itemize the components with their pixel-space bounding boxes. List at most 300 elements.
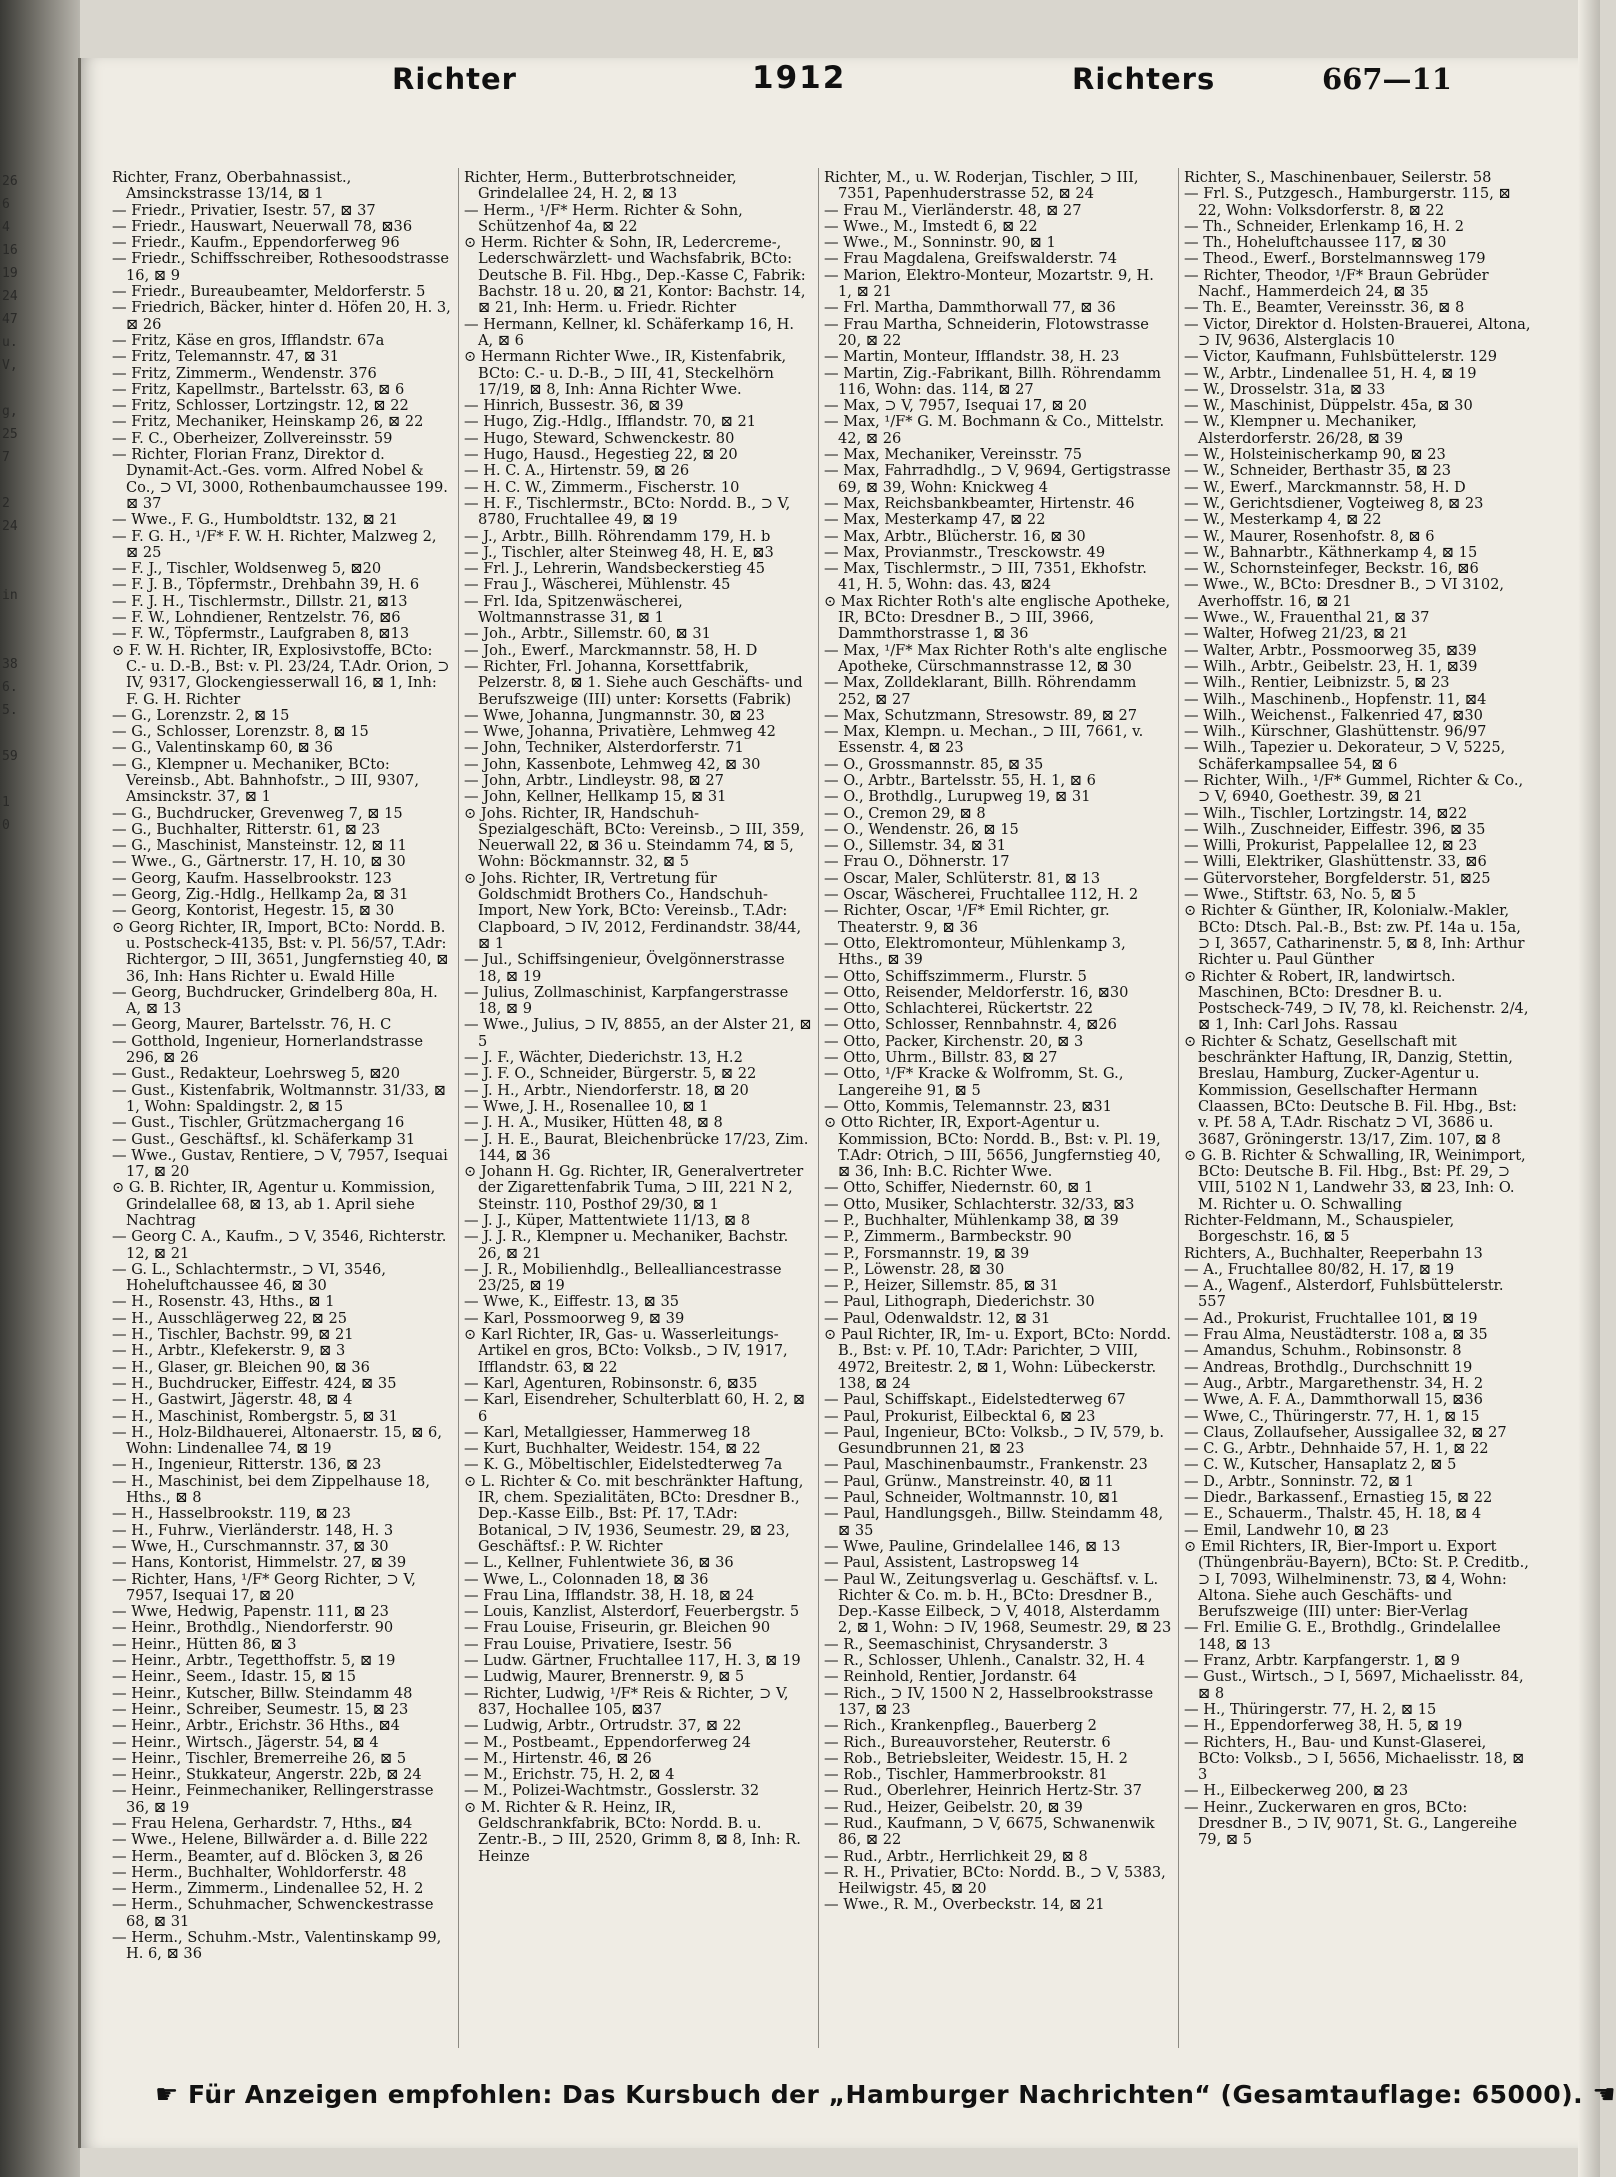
directory-entry: — Paul, Schneider, Woltmannstr. 10, ⊠1 bbox=[824, 1489, 1120, 1507]
directory-entry: — Heinr., Kutscher, Billw. Steindamm 48 bbox=[112, 1684, 413, 1702]
margin-mark: u. bbox=[2, 335, 18, 350]
directory-entry: — Joh., Arbtr., Sillemstr. 60, ⊠ 31 bbox=[464, 625, 711, 643]
margin-mark bbox=[2, 860, 20, 883]
directory-entry: — Wilh., Arbtr., Geibelstr. 23, H. 1, ⊠39 bbox=[1184, 657, 1478, 675]
directory-entry: — Gust., Kistenfabrik, Woltmannstr. 31/33, ⊠ 1, Wohn: Spaldingstr. 2, ⊠ 15 bbox=[112, 1081, 446, 1115]
directory-entry: — Marion, Elektro-Monteur, Mozartstr. 9, H. 1, ⊠ 21 bbox=[824, 266, 1154, 301]
page-header bbox=[72, 62, 1472, 112]
directory-entry: — Heinr., Arbtr., Erichstr. 36 Hths., ⊠4 bbox=[112, 1717, 400, 1735]
directory-entry: — W., Holsteinischerkamp 90, ⊠ 23 bbox=[1184, 446, 1446, 464]
directory-entry: ⊙ M. Richter & R. Heinz, IR, Geldschrankfabrik, BCto: Nordd. B. u. Zentr.-B., ⊃ III, 2520, Grimm 8, ⊠ 8, Inh: R. Heinze bbox=[464, 1798, 801, 1865]
directory-entry: — Fritz, Kapellmstr., Bartelsstr. 63, ⊠ 6 bbox=[112, 380, 405, 398]
directory-entry: — Wwe., Helene, Billwärder a. d. Bille 222 bbox=[112, 1831, 429, 1849]
directory-entry: — Georg, Maurer, Bartelsstr. 76, H. C bbox=[112, 1016, 392, 1034]
directory-entry: — J. J. R., Klempner u. Mechaniker, Bachstr. 26, ⊠ 21 bbox=[464, 1228, 789, 1262]
margin-mark bbox=[2, 998, 20, 1021]
directory-entry: — Otto, Schiffer, Niedernstr. 60, ⊠ 1 bbox=[824, 1179, 1094, 1197]
directory-entry: — Th., Schneider, Erlenkamp 16, H. 2 bbox=[1184, 217, 1465, 235]
directory-entry: — H., Hasselbrookstr. 119, ⊠ 23 bbox=[112, 1505, 351, 1523]
directory-entry: — Paul, Assistent, Lastropsweg 14 bbox=[824, 1554, 1080, 1572]
directory-entry: — Paul, Ingenieur, BCto: Volksb., ⊃ IV, 579, b. Gesundbrunnen 21, ⊠ 23 bbox=[824, 1423, 1164, 1458]
directory-entry: — H., Maschinist, Rombergstr. 5, ⊠ 31 bbox=[112, 1407, 398, 1425]
column-divider bbox=[458, 168, 459, 2048]
directory-entry: — M., Erichstr. 75, H. 2, ⊠ 4 bbox=[464, 1766, 675, 1784]
directory-entry: — Frau Louise, Friseurin, gr. Bleichen 90 bbox=[464, 1619, 771, 1637]
directory-entry: — R., Schlosser, Uhlenh., Canalstr. 32, H. 4 bbox=[824, 1652, 1145, 1670]
directory-entry: — O., Cremon 29, ⊠ 8 bbox=[824, 804, 986, 822]
directory-entry: — Karl, Metallgiesser, Hammerweg 18 bbox=[464, 1423, 751, 1441]
directory-entry: ⊙ Johann H. Gg. Richter, IR, Generalvertreter der Zigarettenfabrik Tuma, ⊃ III, 221 N 2, Steinstr. 110, Posthof 29/30, ⊠ 1 bbox=[464, 1163, 804, 1213]
directory-entry: Richters, A., Buchhalter, Reeperbahn 13 bbox=[1184, 1244, 1483, 1262]
directory-entry: — Frau Martha, Schneiderin, Flotowstrasse 20, ⊠ 22 bbox=[824, 315, 1149, 349]
directory-entry: — W., Ewerf., Marckmannstr. 58, H. D bbox=[1184, 478, 1466, 496]
column-4 bbox=[1184, 170, 1532, 2060]
directory-entry: — Richter, Florian Franz, Direktor d. Dynamit-Act.-Ges. vorm. Alfred Nobel & Co., ⊃ VI, 3000, Rothenbaumchaussee 199. ⊠ 37 bbox=[112, 446, 448, 512]
directory-entry: — Rud., Arbtr., Herrlichkeit 29, ⊠ 8 bbox=[824, 1847, 1088, 1865]
directory-entry: — Martin, Zig.-Fabrikant, Billh. Röhrendamm 116, Wohn: das. 114, ⊠ 27 bbox=[824, 364, 1161, 398]
directory-entry: — Max, Mechaniker, Vereinsstr. 75 bbox=[824, 446, 1083, 464]
directory-entry: — J. H., Arbtr., Niendorferstr. 18, ⊠ 20 bbox=[464, 1081, 749, 1099]
directory-entry: — Max, Mesterkamp 47, ⊠ 22 bbox=[824, 511, 1046, 529]
directory-entry: — Jul., Schiffsingenieur, Övelgönnerstrasse 18, ⊠ 19 bbox=[464, 951, 785, 985]
directory-entry: — Rud., Kaufmann, ⊃ V, 6675, Schwanenwik 86, ⊠ 22 bbox=[824, 1814, 1155, 1849]
margin-mark: 47 bbox=[2, 312, 18, 327]
directory-entry: — Paul, Odenwaldstr. 12, ⊠ 31 bbox=[824, 1309, 1051, 1327]
directory-entry: — Franz, Arbtr. Karpfangerstr. 1, ⊠ 9 bbox=[1184, 1652, 1460, 1670]
directory-entry: — Th., Hoheluftchaussee 117, ⊠ 30 bbox=[1184, 234, 1447, 252]
margin-mark: 6 bbox=[2, 197, 10, 212]
directory-entry: — Frl. Martha, Dammthorwall 77, ⊠ 36 bbox=[824, 299, 1116, 317]
directory-entry: — O., Grossmannstr. 85, ⊠ 35 bbox=[824, 755, 1044, 773]
header-right-name: Richters bbox=[1072, 62, 1216, 96]
facing-page-edge-text bbox=[2, 170, 20, 1870]
directory-entry: — Georg, Zig.-Hdlg., Hellkamp 2a, ⊠ 31 bbox=[112, 886, 409, 904]
directory-entry: — Joh., Ewerf., Marckmannstr. 58, H. D bbox=[464, 641, 758, 659]
directory-entry: — Gust., Redakteur, Loehrsweg 5, ⊠20 bbox=[112, 1065, 401, 1083]
directory-entry: — Frau Lina, Ifflandstr. 38, H. 18, ⊠ 24 bbox=[464, 1586, 755, 1604]
directory-entry: — Martin, Monteur, Ifflandstr. 38, H. 23 bbox=[824, 348, 1120, 366]
directory-entry: — Hinrich, Bussestr. 36, ⊠ 39 bbox=[464, 397, 684, 415]
directory-entry: — Heinr., Schreiber, Seumestr. 15, ⊠ 23 bbox=[112, 1700, 409, 1718]
directory-entry: — Ludwig, Maurer, Brennerstr. 9, ⊠ 5 bbox=[464, 1668, 745, 1686]
directory-entry: — Otto, Uhrm., Billstr. 83, ⊠ 27 bbox=[824, 1049, 1058, 1067]
directory-entry: ⊙ F. W. H. Richter, IR, Explosivstoffe, BCto: C.- u. D.-B., Bst: v. Pl. 23/24, T.Adr. Orion, ⊃ IV, 9317, Glockengiesserwall 16, ⊠ 1, Inh: F. G. H. Richter bbox=[112, 641, 450, 708]
directory-entry: — Frl. Emilie G. E., Brothdlg., Grindelallee 148, ⊠ 13 bbox=[1184, 1619, 1501, 1653]
directory-entry: — G. L., Schlachtermstr., ⊃ VI, 3546, Hoheluftchaussee 46, ⊠ 30 bbox=[112, 1260, 386, 1295]
directory-entry: — Frau Louise, Privatiere, Isestr. 56 bbox=[464, 1635, 732, 1653]
directory-entry: — C. G., Arbtr., Dehnhaide 57, H. 1, ⊠ 22 bbox=[1184, 1440, 1489, 1458]
margin-mark bbox=[2, 837, 20, 860]
margin-mark: V, bbox=[2, 358, 18, 373]
directory-entry: — Hans, Kontorist, Himmelstr. 27, ⊠ 39 bbox=[112, 1554, 407, 1572]
directory-entry: — Richters, H., Bau- und Kunst-Glaserei, BCto: Volksb., ⊃ I, 5656, Michaelisstr. 18, ⊠ 3 bbox=[1184, 1733, 1525, 1784]
directory-entry: — Karl, Agenturen, Robinsonstr. 6, ⊠35 bbox=[464, 1374, 758, 1392]
directory-entry: — Max, Schutzmann, Stresowstr. 89, ⊠ 27 bbox=[824, 706, 1138, 724]
directory-entry: — Heinr., Tischler, Bremerreihe 26, ⊠ 5 bbox=[112, 1749, 407, 1767]
directory-entry: — Frl. Ida, Spitzenwäscherei, Woltmannstrasse 31, ⊠ 1 bbox=[464, 592, 683, 627]
directory-entry: — Gust., Wirtsch., ⊃ I, 5697, Michaelisstr. 84, ⊠ 8 bbox=[1184, 1668, 1524, 1702]
margin-mark: 1 bbox=[2, 795, 10, 810]
directory-entry: — Otto, Musiker, Schlachterstr. 32/33, ⊠3 bbox=[824, 1195, 1135, 1213]
directory-entry: — E., Schauerm., Thalstr. 45, H. 18, ⊠ 4 bbox=[1184, 1505, 1482, 1523]
directory-entry: — Paul, Grünw., Manstreinstr. 40, ⊠ 11 bbox=[824, 1472, 1114, 1490]
directory-entry: — Paul, Maschinenbaumstr., Frankenstr. 23 bbox=[824, 1456, 1148, 1474]
directory-entry: — Wwe, C., Thüringerstr. 77, H. 1, ⊠ 15 bbox=[1184, 1407, 1480, 1425]
header-page-number: 667—11 bbox=[1322, 62, 1452, 96]
directory-entry: — Wwe., Stiftstr. 63, No. 5, ⊠ 5 bbox=[1184, 886, 1417, 904]
directory-entry: — Richter, Hans, ¹/F* Georg Richter, ⊃ V, 7957, Isequai 17, ⊠ 20 bbox=[112, 1570, 416, 1604]
directory-entry: — G., Buchhalter, Ritterstr. 61, ⊠ 23 bbox=[112, 820, 381, 838]
margin-mark bbox=[2, 929, 20, 952]
directory-entry: Richter, M., u. W. Roderjan, Tischler, ⊃ III, 7351, Papenhuderstrasse 52, ⊠ 24 bbox=[824, 169, 1139, 203]
directory-entry: — P., Forsmannstr. 19, ⊠ 39 bbox=[824, 1244, 1030, 1262]
directory-entry: — Max, Tischlermstr., ⊃ III, 7351, Ekhofstr. 41, H. 5, Wohn: das. 43, ⊠24 bbox=[824, 560, 1147, 594]
margin-mark: 26 bbox=[2, 174, 18, 189]
directory-entry: — J. H. E., Baurat, Bleichenbrücke 17/23, Zim. 144, ⊠ 36 bbox=[464, 1130, 809, 1164]
directory-entry: — Herm., Schuhm.-Mstr., Valentinskamp 99, H. 6, ⊠ 36 bbox=[112, 1929, 442, 1963]
directory-entry: — Louis, Kanzlist, Alsterdorf, Feuerbergstr. 5 bbox=[464, 1603, 800, 1621]
directory-entry: — W., Klempner u. Mechaniker, Alsterdorferstr. 26/28, ⊠ 39 bbox=[1184, 413, 1417, 447]
directory-entry: ⊙ Emil Richters, IR, Bier-Import u. Export (Thüngenbräu-Bayern), BCto: St. P. Creditb., ⊃ I, 7093, Wilhelminenstr. 73, ⊠ 4, Wohn: Altona. Siehe auch Geschäfts- und Berufszweige (III) unter: Bier-Verlag bbox=[1184, 1537, 1529, 1621]
margin-mark bbox=[2, 722, 20, 745]
directory-entry: — Heinr., Seem., Idastr. 15, ⊠ 15 bbox=[112, 1668, 357, 1686]
directory-entry: — Wwe., Julius, ⊃ IV, 8855, an der Alster 21, ⊠ 5 bbox=[464, 1016, 812, 1050]
directory-entry: ⊙ Richter & Schatz, Gesellschaft mit beschränkter Haftung, IR, Danzig, Stettin, Breslau, Hamburg, Zucker-Agentur u. Kommission, Gesellschafter Hermann Claassen, BCto: Deutsche B. Fil. Hbg., Bst: v. Pf. 58 A, T.Adr. Rischatz ⊃ VI, 3686 u. 3687, Gröningerstr. 13/17, Zim. 107, ⊠ 8 bbox=[1184, 1032, 1517, 1148]
directory-entry: — H., Arbtr., Klefekerstr. 9, ⊠ 3 bbox=[112, 1342, 346, 1360]
directory-entry: — Willi, Prokurist, Pappelallee 12, ⊠ 23 bbox=[1184, 837, 1478, 855]
directory-entry: — Gütervorsteher, Borgfelderstr. 51, ⊠25 bbox=[1184, 869, 1491, 887]
directory-entry: — Wilh., Weichenst., Falkenried 47, ⊠30 bbox=[1184, 706, 1483, 724]
directory-entry: — Otto, ¹/F* Kracke & Wolfromm, St. G., Langereihe 91, ⊠ 5 bbox=[824, 1065, 1124, 1099]
directory-entry: — M., Polizei-Wachtmstr., Gosslerstr. 32 bbox=[464, 1782, 760, 1800]
directory-entry: — Georg, Kontorist, Hegestr. 15, ⊠ 30 bbox=[112, 902, 395, 920]
margin-mark bbox=[2, 630, 20, 653]
directory-entry: — Wilh., Kürschner, Glashüttenstr. 96/97 bbox=[1184, 723, 1487, 741]
margin-mark: 38 bbox=[2, 657, 18, 672]
directory-entry: — O., Brothdlg., Lurupweg 19, ⊠ 31 bbox=[824, 788, 1091, 806]
directory-entry: — Diedr., Barkassenf., Ernastieg 15, ⊠ 22 bbox=[1184, 1489, 1493, 1507]
directory-entry: — Richter, Ludwig, ¹/F* Reis & Richter, ⊃ V, 837, Hochallee 105, ⊠37 bbox=[464, 1684, 789, 1718]
footer-text: Für Anzeigen empfohlen: Das Kursbuch der „Hamburger Nachrichten“ (Gesamtauflage: 65000). bbox=[188, 2080, 1584, 2109]
directory-entry: — Georg C. A., Kaufm., ⊃ V, 3546, Richterstr. 12, ⊠ 21 bbox=[112, 1228, 447, 1262]
directory-entry: — F. C., Oberheizer, Zollvereinsstr. 59 bbox=[112, 429, 393, 447]
directory-entry: — Heinr., Stukkateur, Angerstr. 22b, ⊠ 24 bbox=[112, 1766, 422, 1784]
directory-entry: Richter, Herm., Butterbrotschneider, Grindelallee 24, H. 2, ⊠ 13 bbox=[464, 169, 737, 203]
directory-entry: — Hugo, Hausd., Hegestieg 22, ⊠ 20 bbox=[464, 446, 738, 464]
directory-entry: — Wwe, J. H., Rosenallee 10, ⊠ 1 bbox=[464, 1097, 709, 1115]
directory-entry: ⊙ G. B. Richter & Schwalling, IR, Weinimport, BCto: Deutsche B. Fil. Hbg., Bst: Pf. 29, ⊃ VIII, 5102 N 1, Landwehr 33, ⊠ 23, Inh: O. M. Richter u. O. Schwalling bbox=[1184, 1146, 1526, 1213]
margin-mark bbox=[2, 1021, 20, 1044]
directory-entry: — Friedr., Privatier, Isestr. 57, ⊠ 37 bbox=[112, 201, 376, 219]
margin-mark: g, bbox=[2, 404, 18, 419]
directory-entry: — F. W., Töpfermstr., Laufgraben 8, ⊠13 bbox=[112, 625, 410, 643]
directory-entry: — Wwe., R. M., Overbeckstr. 14, ⊠ 21 bbox=[824, 1896, 1105, 1914]
directory-entry: — H., Eilbeckerweg 200, ⊠ 23 bbox=[1184, 1782, 1409, 1800]
directory-entry: — M., Postbeamt., Eppendorferweg 24 bbox=[464, 1733, 751, 1751]
directory-entry: — J. R., Mobilienhdlg., Bellealliancestrasse 23/25, ⊠ 19 bbox=[464, 1260, 782, 1295]
directory-entry: — Walter, Arbtr., Possmoorweg 35, ⊠39 bbox=[1184, 641, 1477, 659]
directory-entry: — Aug., Arbtr., Margarethenstr. 34, H. 2 bbox=[1184, 1374, 1484, 1392]
header-left-name: Richter bbox=[392, 62, 517, 96]
directory-entry: — Gust., Tischler, Grützmachergang 16 bbox=[112, 1114, 405, 1132]
directory-entry: — Max, ¹/F* G. M. Bochmann & Co., Mittelstr. 42, ⊠ 26 bbox=[824, 413, 1165, 447]
directory-entry: — J., Tischler, alter Steinweg 48, H. E, ⊠3 bbox=[464, 543, 774, 561]
directory-entry: — Max, Arbtr., Blücherstr. 16, ⊠ 30 bbox=[824, 527, 1086, 545]
directory-entry: — John, Techniker, Alsterdorferstr. 71 bbox=[464, 739, 744, 757]
directory-entry: — Wilh., Zuschneider, Eiffestr. 396, ⊠ 35 bbox=[1184, 820, 1486, 838]
directory-entry: — Fritz, Zimmerm., Wendenstr. 376 bbox=[112, 364, 377, 382]
directory-entry: — Wwe, A. F. A., Dammthorwall 15, ⊠36 bbox=[1184, 1391, 1483, 1409]
directory-entry: — R. H., Privatier, BCto: Nordd. B., ⊃ V, 5383, Heilwigstr. 45, ⊠ 20 bbox=[824, 1863, 1166, 1898]
directory-entry: — Th. E., Beamter, Vereinsstr. 36, ⊠ 8 bbox=[1184, 299, 1465, 317]
directory-entry: — H., Ausschlägerweg 22, ⊠ 25 bbox=[112, 1309, 348, 1327]
directory-entry: — W., Schneider, Berthastr 35, ⊠ 23 bbox=[1184, 462, 1452, 480]
column-divider bbox=[1178, 168, 1179, 2048]
directory-entry: — Heinr., Brothdlg., Niendorferstr. 90 bbox=[112, 1619, 394, 1637]
directory-entry: — H. C. W., Zimmerm., Fischerstr. 10 bbox=[464, 478, 740, 496]
directory-entry: — Paul, Schiffskapt., Eidelstedterweg 67 bbox=[824, 1391, 1126, 1409]
margin-mark bbox=[2, 883, 20, 906]
directory-entry: — Claus, Zollaufseher, Aussigallee 32, ⊠ 27 bbox=[1184, 1423, 1507, 1441]
directory-entry: — Andreas, Brothdlg., Durchschnitt 19 bbox=[1184, 1358, 1473, 1376]
directory-entry: — Reinhold, Rentier, Jordanstr. 64 bbox=[824, 1668, 1077, 1686]
directory-entry: — H., Buchdrucker, Eiffestr. 424, ⊠ 35 bbox=[112, 1374, 397, 1392]
directory-entry: — Karl, Eisendreher, Schulterblatt 60, H. 2, ⊠ 6 bbox=[464, 1391, 806, 1425]
directory-entry: — Otto, Schlachterei, Rückertstr. 22 bbox=[824, 1000, 1094, 1018]
directory-entry: — Hugo, Zig.-Hdlg., Ifflandstr. 70, ⊠ 21 bbox=[464, 413, 757, 431]
directory-entry: — Otto, Schlosser, Rennbahnstr. 4, ⊠26 bbox=[824, 1016, 1117, 1034]
margin-mark bbox=[2, 607, 20, 630]
header-year: 1912 bbox=[752, 60, 847, 96]
directory-entry: — G., Lorenzstr. 2, ⊠ 15 bbox=[112, 706, 290, 724]
directory-entry: — Oscar, Maler, Schlüterstr. 81, ⊠ 13 bbox=[824, 869, 1101, 887]
directory-entry: — Herm., Schuhmacher, Schwenckestrasse 68, ⊠ 31 bbox=[112, 1896, 434, 1930]
directory-entry: — J., Arbtr., Billh. Röhrendamm 179, H. b bbox=[464, 527, 771, 545]
directory-entry: — Max, ¹/F* Max Richter Roth's alte englische Apotheke, Cürschmannstrasse 12, ⊠ 30 bbox=[824, 641, 1168, 675]
directory-entry: — H., Fuhrw., Vierländerstr. 148, H. 3 bbox=[112, 1521, 394, 1539]
directory-entry: — Friedrich, Bäcker, hinter d. Höfen 20, H. 3, ⊠ 26 bbox=[112, 299, 451, 333]
directory-entry: — H., Ingenieur, Ritterstr. 136, ⊠ 23 bbox=[112, 1456, 382, 1474]
margin-mark: 25 bbox=[2, 427, 18, 442]
directory-entry: — Otto, Elektromonteur, Mühlenkamp 3, Hths., ⊠ 39 bbox=[824, 934, 1126, 969]
directory-entry: — Gust., Geschäftsf., kl. Schäferkamp 31 bbox=[112, 1130, 416, 1148]
directory-entry: — Wwe, K., Eiffestr. 13, ⊠ 35 bbox=[464, 1293, 680, 1311]
directory-entry: — Rud., Heizer, Geibelstr. 20, ⊠ 39 bbox=[824, 1798, 1083, 1816]
directory-entry: — Hermann, Kellner, kl. Schäferkamp 16, H. A, ⊠ 6 bbox=[464, 315, 795, 349]
margin-mark: 19 bbox=[2, 266, 18, 281]
directory-entry: ⊙ Otto Richter, IR, Export-Agentur u. Kommission, BCto: Nordd. B., Bst: v. Pl. 19, T.Adr: Otrich, ⊃ III, 5656, Jungfernstieg 40, ⊠ 36, Inh: B.C. Richter Wwe. bbox=[824, 1114, 1162, 1181]
directory-entry: — H., Glaser, gr. Bleichen 90, ⊠ 36 bbox=[112, 1358, 370, 1376]
directory-entry: — Wwe., G., Gärtnerstr. 17, H. 10, ⊠ 30 bbox=[112, 853, 406, 871]
directory-entry: — Paul, Handlungsgeh., Billw. Steindamm 48, ⊠ 35 bbox=[824, 1505, 1164, 1539]
directory-entry: — Herm., Zimmerm., Lindenallee 52, H. 2 bbox=[112, 1880, 424, 1898]
directory-entry: — Fritz, Telemannstr. 47, ⊠ 31 bbox=[112, 348, 340, 366]
directory-entry: — H., Rosenstr. 43, Hths., ⊠ 1 bbox=[112, 1293, 335, 1311]
margin-mark bbox=[2, 377, 20, 400]
margin-mark bbox=[2, 469, 20, 492]
directory-entry: — Wilh., Tischler, Lortzingstr. 14, ⊠22 bbox=[1184, 804, 1468, 822]
directory-entry: — Frau Magdalena, Greifswalderstr. 74 bbox=[824, 250, 1118, 268]
directory-entry: Richter-Feldmann, M., Schauspieler, Borgeschstr. 16, ⊠ 5 bbox=[1184, 1212, 1455, 1246]
margin-mark: 16 bbox=[2, 243, 18, 258]
directory-entry: — Fritz, Käse en gros, Ifflandstr. 67a bbox=[112, 331, 385, 349]
directory-entry: — Walter, Hofweg 21/23, ⊠ 21 bbox=[1184, 625, 1409, 643]
directory-entry: — G., Klempner u. Mechaniker, BCto: Vereinsb., Abt. Bahnhofstr., ⊃ III, 9307, Amsinckstr. 37, ⊠ 1 bbox=[112, 755, 419, 806]
directory-entry: ⊙ Paul Richter, IR, Im- u. Export, BCto: Nordd. B., Bst: v. Pf. 10, T.Adr: Parichter, ⊃ VIII, 4972, Breitestr. 2, ⊠ 1, Wohn: Lübeckerstr. 138, ⊠ 24 bbox=[824, 1326, 1172, 1392]
directory-entry: — Heinr., Hütten 86, ⊠ 3 bbox=[112, 1635, 297, 1653]
directory-entry: — O., Arbtr., Bartelsstr. 55, H. 1, ⊠ 6 bbox=[824, 771, 1096, 789]
directory-entry: ⊙ Hermann Richter Wwe., IR, Kistenfabrik, BCto: C.- u. D.-B., ⊃ III, 41, Steckelhörn 17/19, ⊠ 8, Inh: Anna Richter Wwe. bbox=[464, 348, 787, 398]
margin-mark: 0 bbox=[2, 818, 10, 833]
directory-entry: — Kurt, Buchhalter, Weidestr. 154, ⊠ 22 bbox=[464, 1440, 761, 1458]
directory-entry: — John, Kellner, Hellkamp 15, ⊠ 31 bbox=[464, 788, 727, 806]
directory-entry: — Fritz, Schlosser, Lortzingstr. 12, ⊠ 22 bbox=[112, 397, 409, 415]
directory-entry: — John, Arbtr., Lindleystr. 98, ⊠ 27 bbox=[464, 771, 724, 789]
directory-entry: — Max, Zolldeklarant, Billh. Röhrendamm 252, ⊠ 27 bbox=[824, 674, 1137, 708]
directory-entry: — Julius, Zollmaschinist, Karpfangerstrasse 18, ⊠ 9 bbox=[464, 983, 789, 1018]
directory-entry: — Wwe, L., Colonnaden 18, ⊠ 36 bbox=[464, 1570, 709, 1588]
directory-entry: — Rob., Betriebsleiter, Weidestr. 15, H. 2 bbox=[824, 1749, 1128, 1767]
directory-entry: — Wwe., W., Frauenthal 21, ⊠ 37 bbox=[1184, 609, 1430, 627]
column-divider bbox=[818, 168, 819, 2048]
directory-entry: — Heinr., Wirtsch., Jägerstr. 54, ⊠ 4 bbox=[112, 1733, 379, 1751]
directory-entry: — Richter, Theodor, ¹/F* Braun Gebrüder Nachf., Hammerdeich 24, ⊠ 35 bbox=[1184, 266, 1489, 301]
directory-entry: — Georg, Kaufm. Hasselbrookstr. 123 bbox=[112, 869, 392, 887]
directory-entry: — K. G., Möbeltischler, Eidelstedterweg 7a bbox=[464, 1456, 783, 1474]
directory-entry: ⊙ Herm. Richter & Sohn, IR, Ledercreme-, Lederschwärzlett- und Wachsfabrik, BCto: Deutsche B. Fil. Hbg., Dep.-Kasse C, Fabrik: Bachstr. 18 u. 20, ⊠ 21, Kontor: Bachstr. 14, ⊠ 21, Inh: Herm. u. Friedr. Richter bbox=[464, 234, 806, 317]
directory-entry: — Karl, Possmoorweg 9, ⊠ 39 bbox=[464, 1309, 685, 1327]
margin-mark: in bbox=[2, 588, 18, 603]
margin-mark bbox=[2, 975, 20, 998]
directory-entry: — Victor, Kaufmann, Fuhlsbüttelerstr. 129 bbox=[1184, 348, 1498, 366]
directory-entry: — Herm., Beamter, auf d. Blöcken 3, ⊠ 26 bbox=[112, 1847, 424, 1865]
margin-mark: 6. bbox=[2, 680, 18, 695]
directory-entry: — Friedr., Kaufm., Eppendorferweg 96 bbox=[112, 234, 400, 252]
directory-entry: — F. J. H., Tischlermstr., Dillstr. 21, ⊠13 bbox=[112, 592, 408, 610]
directory-entry: — H., Eppendorferweg 38, H. 5, ⊠ 19 bbox=[1184, 1717, 1463, 1735]
directory-entry: — Hugo, Steward, Schwenckestr. 80 bbox=[464, 429, 735, 447]
directory-entry: — A., Fruchtallee 80/82, H. 17, ⊠ 19 bbox=[1184, 1260, 1455, 1278]
directory-entry: — H., Tischler, Bachstr. 99, ⊠ 21 bbox=[112, 1326, 354, 1344]
margin-mark: 2 bbox=[2, 496, 10, 511]
directory-entry: — Rich., Krankenpfleg., Bauerberg 2 bbox=[824, 1717, 1097, 1735]
directory-entry: — P., Zimmerm., Barmbeckstr. 90 bbox=[824, 1228, 1072, 1246]
margin-mark: 5. bbox=[2, 703, 18, 718]
directory-entry: — Wwe, H., Curschmannstr. 37, ⊠ 30 bbox=[112, 1537, 389, 1555]
directory-entry: — P., Löwenstr. 28, ⊠ 30 bbox=[824, 1260, 1005, 1278]
directory-entry: — W., Maurer, Rosenhofstr. 8, ⊠ 6 bbox=[1184, 527, 1435, 545]
directory-entry: — W., Drosselstr. 31a, ⊠ 33 bbox=[1184, 380, 1386, 398]
directory-entry: — Amandus, Schuhm., Robinsonstr. 8 bbox=[1184, 1342, 1462, 1360]
directory-entry: — O., Sillemstr. 34, ⊠ 31 bbox=[824, 837, 1007, 855]
margin-mark bbox=[2, 906, 20, 929]
directory-entry: — H., Gastwirt, Jägerstr. 48, ⊠ 4 bbox=[112, 1391, 353, 1409]
directory-entry: — Rich., Bureauvorsteher, Reuterstr. 6 bbox=[824, 1733, 1111, 1751]
directory-entry: — J. F. O., Schneider, Bürgerstr. 5, ⊠ 22 bbox=[464, 1065, 757, 1083]
directory-entry: — Paul, Lithograph, Diederichstr. 30 bbox=[824, 1293, 1095, 1311]
column-1 bbox=[112, 170, 452, 2060]
margin-mark bbox=[2, 538, 20, 561]
directory-entry: ⊙ Johs. Richter, IR, Handschuh-Spezialgeschäft, BCto: Vereinsb., ⊃ III, 359, Neuerwall 22, ⊠ 36 u. Steindamm 74, ⊠ 5, Wohn: Böckmannstr. 32, ⊠ 5 bbox=[464, 804, 805, 871]
column-3 bbox=[824, 170, 1172, 2060]
directory-entry: — Wwe., W., BCto: Dresdner B., ⊃ VI 3102, Averhoffstr. 16, ⊠ 21 bbox=[1184, 576, 1505, 610]
column-2 bbox=[464, 170, 812, 2060]
directory-entry: — G., Maschinist, Mansteinstr. 12, ⊠ 11 bbox=[112, 837, 407, 855]
directory-entry: — Willi, Elektriker, Glashüttenstr. 33, ⊠6 bbox=[1184, 853, 1487, 871]
directory-entry: — Otto, Packer, Kirchenstr. 20, ⊠ 3 bbox=[824, 1032, 1084, 1050]
directory-entry: — Wwe., M., Imstedt 6, ⊠ 22 bbox=[824, 217, 1038, 235]
directory-entry: — F. G. H., ¹/F* F. W. H. Richter, Malzweg 2, ⊠ 25 bbox=[112, 527, 437, 561]
directory-entry: — Friedr., Bureaubeamter, Meldorferstr. 5 bbox=[112, 283, 426, 301]
directory-entry: Richter, S., Maschinenbauer, Seilerstr. 58 bbox=[1184, 169, 1492, 186]
directory-entry: — Max, ⊃ V, 7957, Isequai 17, ⊠ 20 bbox=[824, 397, 1087, 415]
directory-entry: ⊙ Johs. Richter, IR, Vertretung für Goldschmidt Brothers Co., Handschuh-Import, New York, BCto: Vereinsb., T.Adr: Clapboard, ⊃ IV, 2012, Ferdinandstr. 38/44, ⊠ 1 bbox=[464, 869, 802, 952]
directory-entry: — H. F., Tischlermstr., BCto: Nordd. B., ⊃ V, 8780, Fruchtallee 49, ⊠ 19 bbox=[464, 494, 791, 529]
directory-entry: — John, Kassenbote, Lehmweg 42, ⊠ 30 bbox=[464, 755, 761, 773]
directory-entry: — Victor, Direktor d. Holsten-Brauerei, Altona, ⊃ IV, 9636, Alsterglacis 10 bbox=[1184, 315, 1531, 349]
directory-entry: — Rud., Oberlehrer, Heinrich Hertz-Str. 37 bbox=[824, 1782, 1142, 1800]
directory-entry: — Wwe, Johanna, Jungmannstr. 30, ⊠ 23 bbox=[464, 706, 765, 724]
directory-entry: — Max, Fahrradhdlg., ⊃ V, 9694, Gertigstrasse 69, ⊠ 39, Wohn: Knickweg 4 bbox=[824, 462, 1171, 496]
directory-entry: — Ludw. Gärtner, Fruchtallee 117, H. 3, ⊠ 19 bbox=[464, 1652, 801, 1670]
directory-entry: — Heinr., Zuckerwaren en gros, BCto: Dresdner B., ⊃ IV, 9071, St. G., Langereihe 79, ⊠ 5 bbox=[1184, 1798, 1518, 1849]
directory-entry: — H., Thüringerstr. 77, H. 2, ⊠ 15 bbox=[1184, 1700, 1437, 1718]
directory-entry: — Theod., Ewerf., Borstelmannsweg 179 bbox=[1184, 250, 1486, 268]
directory-entry: — J. J., Küper, Mattentwiete 11/13, ⊠ 8 bbox=[464, 1212, 751, 1229]
directory-entry: — Wwe, Pauline, Grindelallee 146, ⊠ 13 bbox=[824, 1537, 1121, 1555]
directory-entry: — L., Kellner, Fuhlentwiete 36, ⊠ 36 bbox=[464, 1554, 734, 1572]
directory-entry: — J. F., Wächter, Diederichstr. 13, H.2 bbox=[464, 1049, 743, 1067]
directory-columns bbox=[112, 170, 1532, 2060]
directory-entry: — Wwe., F. G., Humboldtstr. 132, ⊠ 21 bbox=[112, 511, 399, 529]
directory-entry: — Wwe, Johanna, Privatière, Lehmweg 42 bbox=[464, 723, 776, 741]
directory-entry: — Wilh., Maschinenb., Hopfenstr. 11, ⊠4 bbox=[1184, 690, 1487, 708]
directory-entry: — W., Mesterkamp 4, ⊠ 22 bbox=[1184, 511, 1382, 529]
margin-mark bbox=[2, 768, 20, 791]
directory-entry: — G., Valentinskamp 60, ⊠ 36 bbox=[112, 739, 333, 757]
directory-entry: — Ludwig, Arbtr., Ortrudstr. 37, ⊠ 22 bbox=[464, 1717, 742, 1735]
directory-entry: — Wwe., Gustav, Rentiere, ⊃ V, 7957, Isequai 17, ⊠ 20 bbox=[112, 1146, 448, 1181]
directory-entry: — Otto, Schiffszimmerm., Flurstr. 5 bbox=[824, 967, 1087, 985]
directory-entry: Richter, Franz, Oberbahnassist., Amsinckstrasse 13/14, ⊠ 1 bbox=[112, 169, 352, 203]
directory-entry: — Heinr., Feinmechaniker, Rellingerstrasse 36, ⊠ 19 bbox=[112, 1782, 434, 1816]
directory-entry: — R., Seemaschinist, Chrysanderstr. 3 bbox=[824, 1635, 1108, 1653]
directory-entry: — Rob., Tischler, Hammerbrookstr. 81 bbox=[824, 1766, 1108, 1784]
directory-entry: — O., Wendenstr. 26, ⊠ 15 bbox=[824, 820, 1019, 838]
directory-entry: ⊙ L. Richter & Co. mit beschränkter Haftung, IR, chem. Spezialitäten, BCto: Dresdner B., Dep.-Kasse Eilb., Bst: Pf. 17, T.Adr: Botanical, ⊃ IV, 1936, Seumestr. 29, ⊠ 23, Geschäftsf.: P. W. Richter bbox=[464, 1472, 804, 1555]
directory-entry: — Wilh., Tapezier u. Dekorateur, ⊃ V, 5225, Schäferkampsallee 54, ⊠ 6 bbox=[1184, 739, 1506, 773]
page-edge bbox=[1578, 0, 1600, 2177]
margin-mark bbox=[2, 952, 20, 975]
directory-entry: — Herm., Buchhalter, Wohldorferstr. 48 bbox=[112, 1863, 407, 1881]
directory-entry: — Frau Alma, Neustädterstr. 108 a, ⊠ 35 bbox=[1184, 1326, 1488, 1344]
directory-entry: — Frl. S., Putzgesch., Hamburgerstr. 115, ⊠ 22, Wohn: Volksdorferstr. 8, ⊠ 22 bbox=[1184, 185, 1511, 219]
margin-mark bbox=[2, 561, 20, 584]
directory-entry: — Max, Reichsbankbeamter, Hirtenstr. 46 bbox=[824, 494, 1135, 512]
directory-entry: — Paul, Prokurist, Eilbecktal 6, ⊠ 23 bbox=[824, 1407, 1096, 1425]
directory-entry: — M., Hirtenstr. 46, ⊠ 26 bbox=[464, 1749, 652, 1767]
directory-entry: — Ad., Prokurist, Fruchtallee 101, ⊠ 19 bbox=[1184, 1309, 1478, 1327]
pointing-hand-icon: ☛ bbox=[155, 2080, 179, 2110]
directory-entry: ⊙ Max Richter Roth's alte englische Apotheke, IR, BCto: Dresdner B., ⊃ III, 3966, Dammthorstrasse 1, ⊠ 36 bbox=[824, 592, 1171, 643]
margin-mark: 24 bbox=[2, 289, 18, 304]
directory-entry: — Max, Provianmstr., Tresckowstr. 49 bbox=[824, 543, 1106, 561]
directory-entry: — G., Buchdrucker, Grevenweg 7, ⊠ 15 bbox=[112, 804, 403, 822]
directory-entry: — W., Schornsteinfeger, Beckstr. 16, ⊠6 bbox=[1184, 560, 1479, 578]
directory-entry: — F. J. B., Töpfermstr., Drehbahn 39, H. 6 bbox=[112, 576, 420, 594]
directory-entry: — Frau M., Vierländerstr. 48, ⊠ 27 bbox=[824, 201, 1082, 219]
directory-entry: — Frau Helena, Gerhardstr. 7, Hths., ⊠4 bbox=[112, 1814, 413, 1832]
